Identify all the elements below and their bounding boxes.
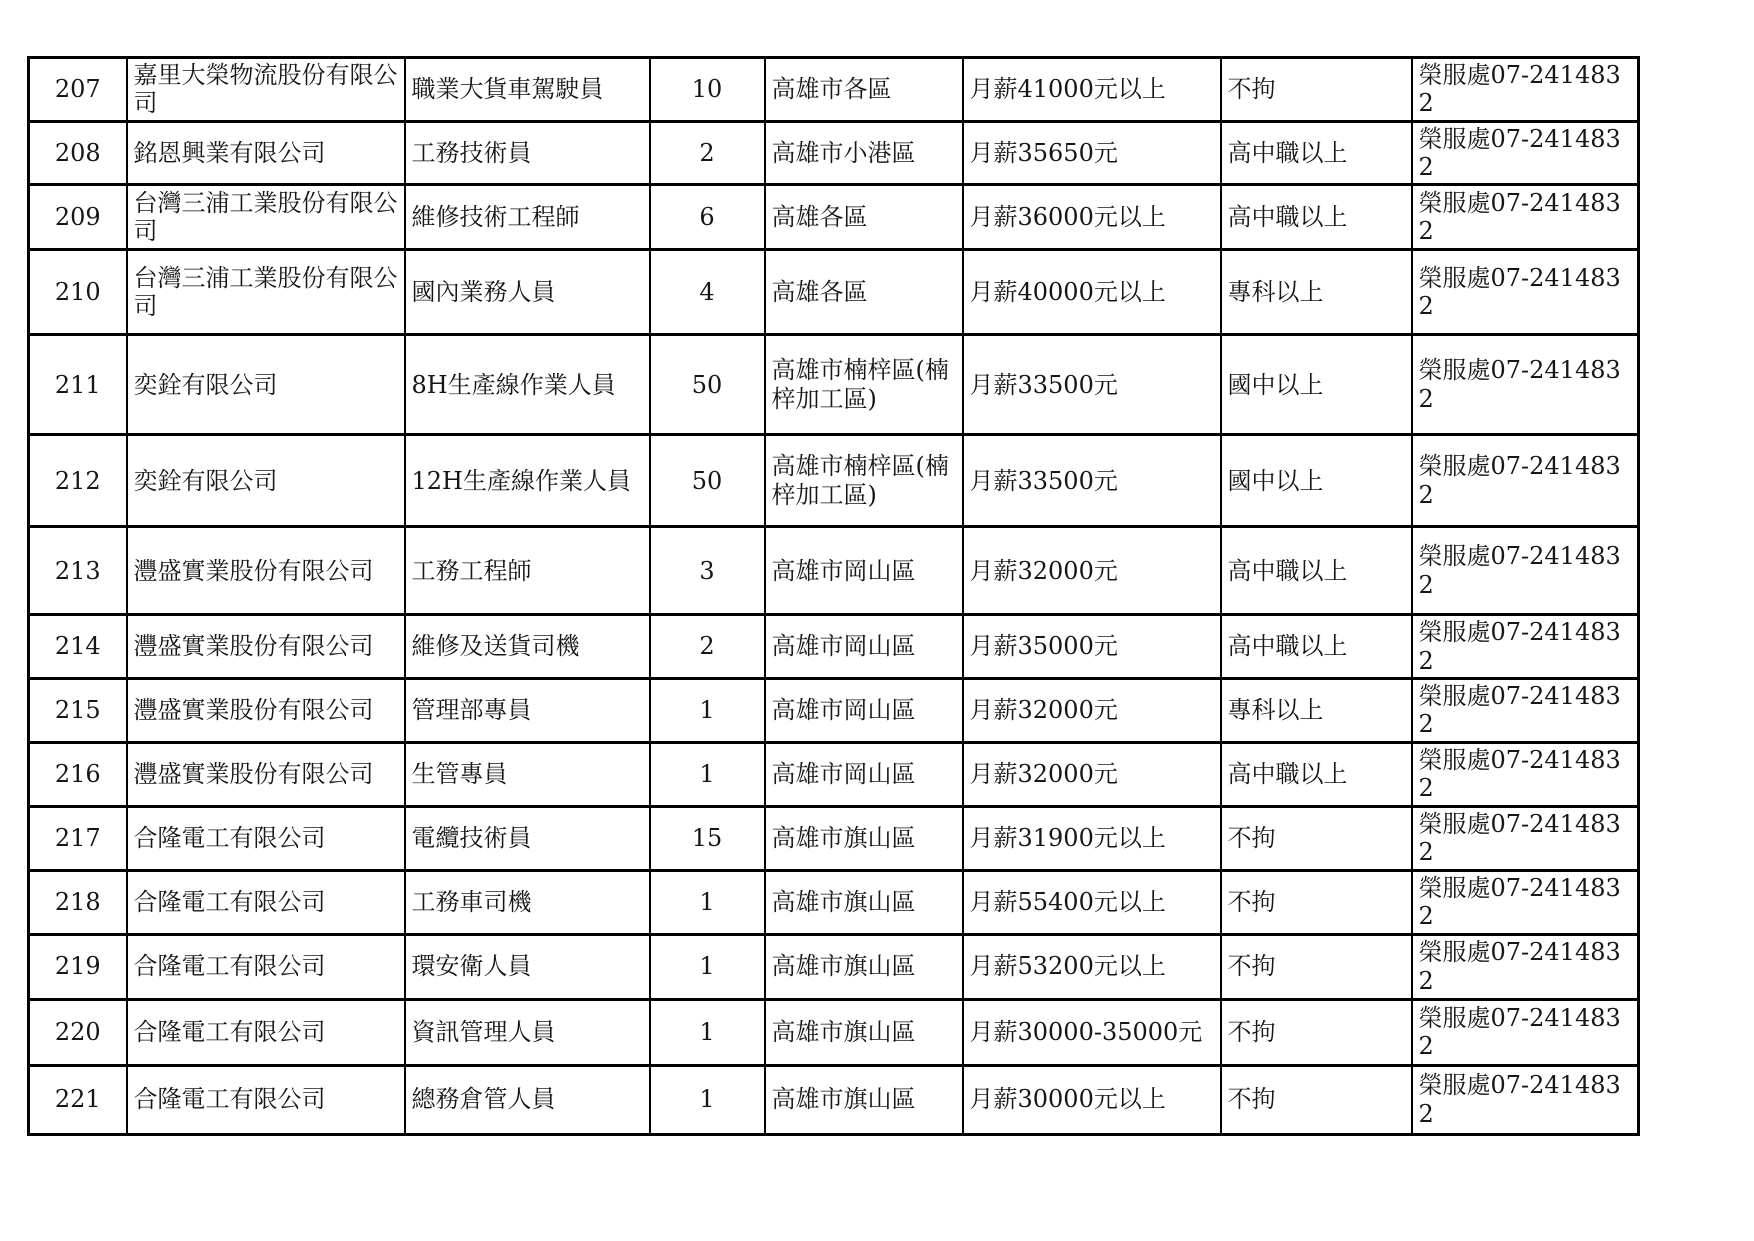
contact-cell: 榮服處07-2414832: [1412, 806, 1639, 870]
location-cell: 高雄市岡山區: [765, 527, 963, 615]
salary-cell: 月薪30000元以上: [963, 1065, 1221, 1134]
row-number-cell: 217: [29, 806, 127, 870]
row-number-cell: 218: [29, 870, 127, 934]
contact-cell: 榮服處07-2414832: [1412, 678, 1639, 742]
company-cell: 合隆電工有限公司: [127, 870, 405, 934]
salary-cell: 月薪31900元以上: [963, 806, 1221, 870]
table-row: [29, 806, 1639, 870]
company-cell: 台灣三浦工業股份有限公司: [127, 250, 405, 335]
company-cell: 合隆電工有限公司: [127, 934, 405, 999]
salary-cell: 月薪55400元以上: [963, 870, 1221, 934]
table-row: [29, 250, 1639, 335]
table-row: [29, 527, 1639, 615]
education-cell: 國中以上: [1221, 435, 1412, 527]
openings-cell: 1: [650, 1065, 765, 1134]
location-cell: 高雄市岡山區: [765, 742, 963, 806]
contact-cell: 榮服處07-2414832: [1412, 335, 1639, 435]
contact-cell: 榮服處07-2414832: [1412, 58, 1639, 122]
education-cell: 高中職以上: [1221, 121, 1412, 185]
row-number-cell: 209: [29, 185, 127, 250]
openings-cell: 2: [650, 121, 765, 185]
company-cell: 灃盛實業股份有限公司: [127, 527, 405, 615]
openings-cell: 2: [650, 615, 765, 679]
education-cell: 不拘: [1221, 806, 1412, 870]
job-listing-table-wrap: [27, 56, 1640, 1136]
job-title-cell: 資訊管理人員: [405, 999, 650, 1065]
education-cell: 專科以上: [1221, 250, 1412, 335]
job-title-cell: 工務工程師: [405, 527, 650, 615]
contact-cell: 榮服處07-2414832: [1412, 742, 1639, 806]
education-cell: 不拘: [1221, 999, 1412, 1065]
location-cell: 高雄市旗山區: [765, 1065, 963, 1134]
education-cell: 高中職以上: [1221, 527, 1412, 615]
table-row: [29, 678, 1639, 742]
salary-cell: 月薪32000元: [963, 742, 1221, 806]
contact-cell: 榮服處07-2414832: [1412, 999, 1639, 1065]
salary-cell: 月薪53200元以上: [963, 934, 1221, 999]
location-cell: 高雄市旗山區: [765, 999, 963, 1065]
openings-cell: 50: [650, 335, 765, 435]
job-title-cell: 工務技術員: [405, 121, 650, 185]
education-cell: 不拘: [1221, 58, 1412, 122]
row-number-cell: 215: [29, 678, 127, 742]
row-number-cell: 214: [29, 615, 127, 679]
openings-cell: 1: [650, 742, 765, 806]
location-cell: 高雄市旗山區: [765, 870, 963, 934]
job-title-cell: 總務倉管人員: [405, 1065, 650, 1134]
company-cell: 合隆電工有限公司: [127, 1065, 405, 1134]
openings-cell: 10: [650, 58, 765, 122]
company-cell: 嘉里大榮物流股份有限公司: [127, 58, 405, 122]
table-row: [29, 870, 1639, 934]
job-title-cell: 維修技術工程師: [405, 185, 650, 250]
company-cell: 合隆電工有限公司: [127, 999, 405, 1065]
salary-cell: 月薪30000-35000元: [963, 999, 1221, 1065]
contact-cell: 榮服處07-2414832: [1412, 1065, 1639, 1134]
job-title-cell: 維修及送貨司機: [405, 615, 650, 679]
company-cell: 銘恩興業有限公司: [127, 121, 405, 185]
openings-cell: 15: [650, 806, 765, 870]
table-row: [29, 121, 1639, 185]
table-row: [29, 999, 1639, 1065]
contact-cell: 榮服處07-2414832: [1412, 435, 1639, 527]
location-cell: 高雄市楠梓區(楠梓加工區): [765, 335, 963, 435]
row-number-cell: 212: [29, 435, 127, 527]
job-title-cell: 8H生產線作業人員: [405, 335, 650, 435]
education-cell: 高中職以上: [1221, 185, 1412, 250]
job-title-cell: 工務車司機: [405, 870, 650, 934]
openings-cell: 6: [650, 185, 765, 250]
salary-cell: 月薪41000元以上: [963, 58, 1221, 122]
location-cell: 高雄市各區: [765, 58, 963, 122]
job-title-cell: 12H生產線作業人員: [405, 435, 650, 527]
education-cell: 不拘: [1221, 870, 1412, 934]
location-cell: 高雄各區: [765, 185, 963, 250]
job-title-cell: 管理部專員: [405, 678, 650, 742]
education-cell: 高中職以上: [1221, 742, 1412, 806]
contact-cell: 榮服處07-2414832: [1412, 527, 1639, 615]
location-cell: 高雄市旗山區: [765, 806, 963, 870]
table-row: [29, 185, 1639, 250]
education-cell: 不拘: [1221, 934, 1412, 999]
company-cell: 合隆電工有限公司: [127, 806, 405, 870]
table-row: [29, 934, 1639, 999]
location-cell: 高雄市岡山區: [765, 678, 963, 742]
row-number-cell: 216: [29, 742, 127, 806]
education-cell: 不拘: [1221, 1065, 1412, 1134]
job-title-cell: 國內業務人員: [405, 250, 650, 335]
contact-cell: 榮服處07-2414832: [1412, 615, 1639, 679]
contact-cell: 榮服處07-2414832: [1412, 870, 1639, 934]
contact-cell: 榮服處07-2414832: [1412, 121, 1639, 185]
row-number-cell: 207: [29, 58, 127, 122]
job-title-cell: 生管專員: [405, 742, 650, 806]
table-row: [29, 335, 1639, 435]
company-cell: 灃盛實業股份有限公司: [127, 678, 405, 742]
company-cell: 灃盛實業股份有限公司: [127, 742, 405, 806]
salary-cell: 月薪35000元: [963, 615, 1221, 679]
table-row: [29, 435, 1639, 527]
job-listing-table: [27, 56, 1640, 1136]
location-cell: 高雄各區: [765, 250, 963, 335]
row-number-cell: 211: [29, 335, 127, 435]
openings-cell: 1: [650, 999, 765, 1065]
row-number-cell: 213: [29, 527, 127, 615]
company-cell: 台灣三浦工業股份有限公司: [127, 185, 405, 250]
education-cell: 高中職以上: [1221, 615, 1412, 679]
location-cell: 高雄市旗山區: [765, 934, 963, 999]
salary-cell: 月薪32000元: [963, 678, 1221, 742]
location-cell: 高雄市岡山區: [765, 615, 963, 679]
row-number-cell: 221: [29, 1065, 127, 1134]
contact-cell: 榮服處07-2414832: [1412, 934, 1639, 999]
company-cell: 奕銓有限公司: [127, 335, 405, 435]
salary-cell: 月薪35650元: [963, 121, 1221, 185]
openings-cell: 1: [650, 934, 765, 999]
row-number-cell: 208: [29, 121, 127, 185]
salary-cell: 月薪33500元: [963, 335, 1221, 435]
company-cell: 灃盛實業股份有限公司: [127, 615, 405, 679]
location-cell: 高雄市楠梓區(楠梓加工區): [765, 435, 963, 527]
salary-cell: 月薪40000元以上: [963, 250, 1221, 335]
openings-cell: 1: [650, 870, 765, 934]
salary-cell: 月薪36000元以上: [963, 185, 1221, 250]
salary-cell: 月薪32000元: [963, 527, 1221, 615]
job-title-cell: 環安衛人員: [405, 934, 650, 999]
table-row: [29, 615, 1639, 679]
education-cell: 國中以上: [1221, 335, 1412, 435]
row-number-cell: 210: [29, 250, 127, 335]
company-cell: 奕銓有限公司: [127, 435, 405, 527]
education-cell: 專科以上: [1221, 678, 1412, 742]
table-row: [29, 742, 1639, 806]
job-title-cell: 電纜技術員: [405, 806, 650, 870]
location-cell: 高雄市小港區: [765, 121, 963, 185]
contact-cell: 榮服處07-2414832: [1412, 185, 1639, 250]
row-number-cell: 220: [29, 999, 127, 1065]
openings-cell: 3: [650, 527, 765, 615]
openings-cell: 50: [650, 435, 765, 527]
table-row: [29, 58, 1639, 122]
openings-cell: 1: [650, 678, 765, 742]
job-title-cell: 職業大貨車駕駛員: [405, 58, 650, 122]
contact-cell: 榮服處07-2414832: [1412, 250, 1639, 335]
openings-cell: 4: [650, 250, 765, 335]
row-number-cell: 219: [29, 934, 127, 999]
table-row: [29, 1065, 1639, 1134]
salary-cell: 月薪33500元: [963, 435, 1221, 527]
